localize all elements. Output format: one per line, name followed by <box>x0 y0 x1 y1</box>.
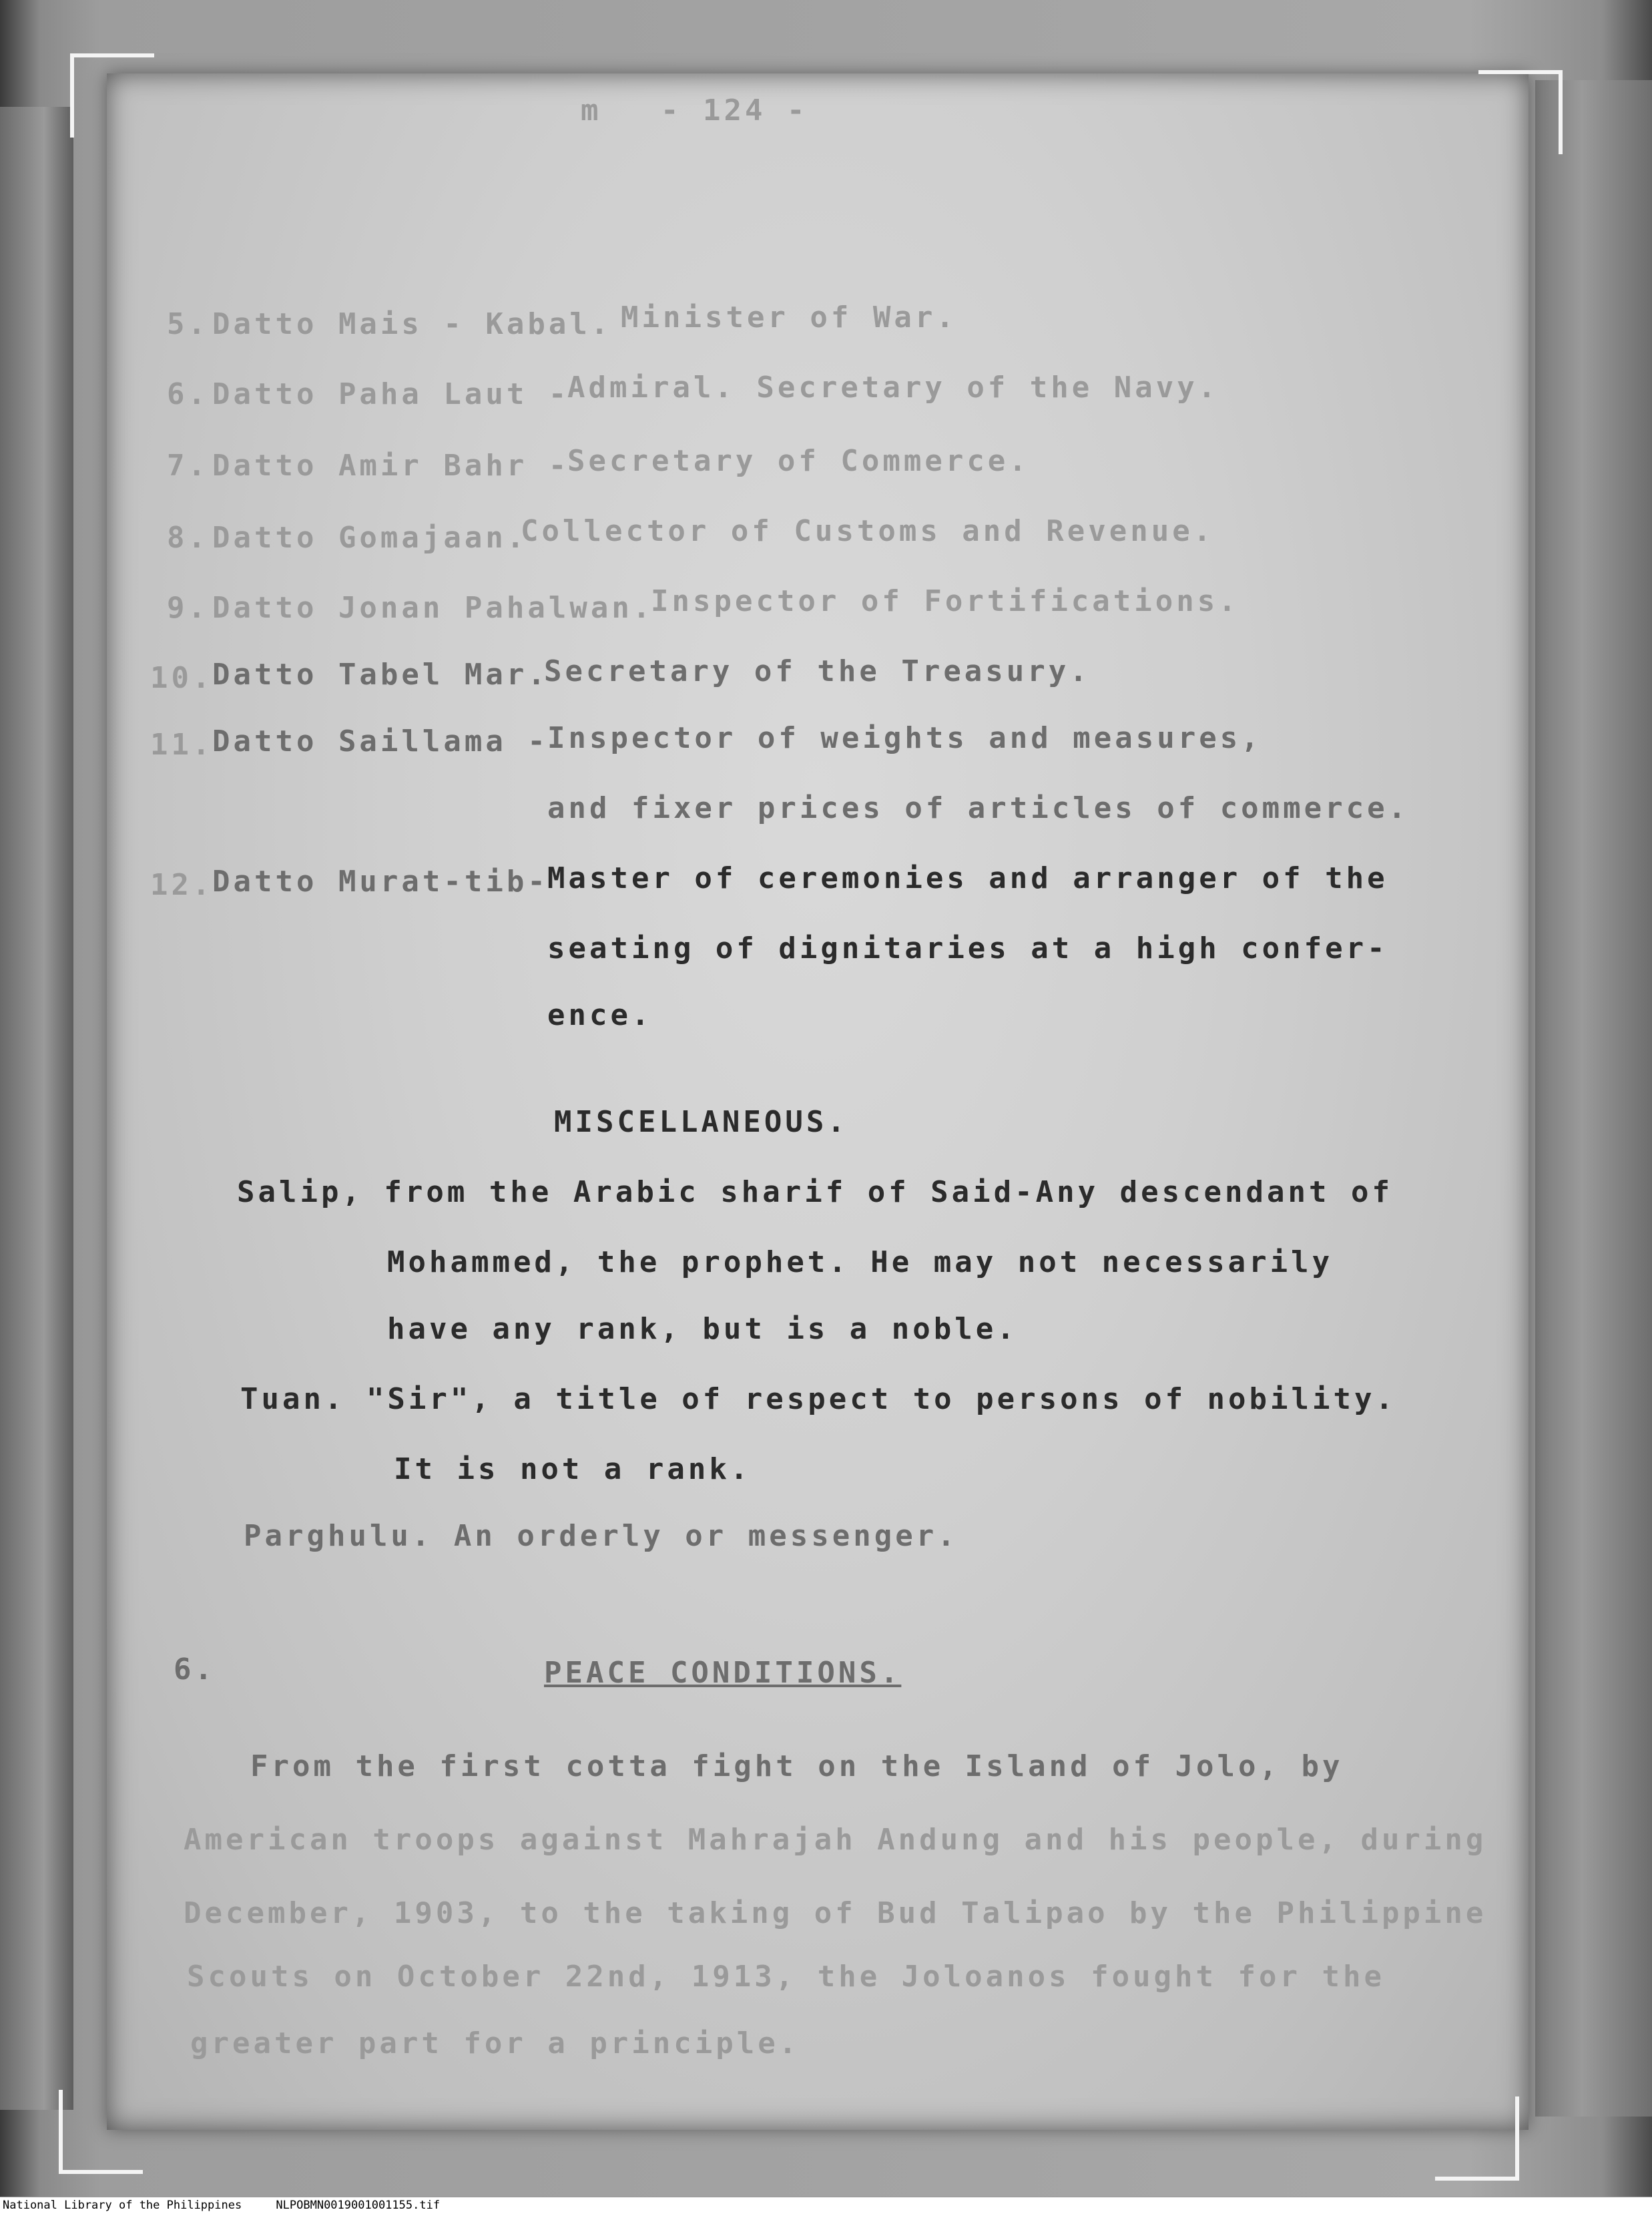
official-title-continued: and fixer prices of articles of commerce. <box>547 791 1410 825</box>
paragraph-line: From the first cotta fight on the Island of Jolo, by <box>250 1749 1344 1783</box>
footer-filename: NLPOBMN0019001001155.tif <box>276 2199 441 2212</box>
official-title-continued: ence. <box>547 998 653 1032</box>
left-page-edge <box>0 107 73 2110</box>
official-number: 6. <box>167 377 209 411</box>
paragraph-line: greater part for a principle. <box>190 2026 800 2060</box>
official-title: Secretary of the Treasury. <box>544 654 1091 688</box>
official-title: Collector of Customs and Revenue. <box>521 514 1215 548</box>
official-number: 5. <box>167 307 209 341</box>
official-title: Inspector of weights and measures, <box>547 721 1262 755</box>
misc-entry-line: It is not a rank. <box>394 1452 752 1486</box>
official-name: Datto Mais - Kabal. <box>212 307 612 341</box>
official-title: Inspector of Fortifications. <box>651 584 1240 618</box>
official-title: Admiral. Secretary of the Navy. <box>567 371 1219 405</box>
official-name: Datto Saillama - <box>212 724 549 758</box>
official-number: 9. <box>167 591 209 625</box>
footer-library: National Library of the Philippines <box>3 2199 242 2212</box>
official-title: Minister of War. <box>621 300 957 335</box>
paragraph-line: American troops against Mahrajah Andung and his people, during <box>184 1823 1487 1857</box>
section-heading-peace-conditions: PEACE CONDITIONS. <box>544 1656 902 1690</box>
official-title: Master of ceremonies and arranger of the <box>547 861 1388 895</box>
official-number: 8. <box>167 521 209 555</box>
section-number: 6. <box>174 1652 216 1687</box>
official-name: Datto Paha Laut - <box>212 377 570 411</box>
crop-mark-top-left <box>70 53 154 138</box>
page-number: - 124 - <box>661 93 808 128</box>
official-name: Datto Gomajaan. <box>212 521 528 555</box>
paragraph-line: Scouts on October 22nd, 1913, the Joloanos fought for the <box>187 1960 1385 1994</box>
page-marker: m <box>581 93 602 128</box>
misc-entry-line: Tuan. "Sir", a title of respect to persons of nobility. <box>240 1382 1396 1416</box>
official-name: Datto Tabel Mar. <box>212 658 549 692</box>
crop-mark-top-right <box>1478 70 1563 154</box>
official-number: 11. <box>150 728 214 762</box>
right-page-edge <box>1535 80 1652 2117</box>
official-number: 10. <box>150 661 214 695</box>
official-title: Secretary of Commerce. <box>567 444 1030 478</box>
crop-mark-bottom-left <box>59 2090 143 2174</box>
official-title-continued: seating of dignitaries at a high confer- <box>547 931 1388 965</box>
footer-caption <box>3 2198 440 2213</box>
paragraph-line: December, 1903, to the taking of Bud Talipao by the Philippine <box>184 1896 1487 1930</box>
official-number: 7. <box>167 449 209 483</box>
misc-entry-line: have any rank, but is a noble. <box>387 1312 1018 1346</box>
misc-entry-line: Mohammed, the prophet. He may not necessarily <box>387 1245 1334 1279</box>
misc-entry-line: Parghulu. An orderly or messenger. <box>244 1519 958 1553</box>
misc-entry-line: Salip, from the Arabic sharif of Said-Any descendant of <box>237 1175 1393 1209</box>
section-heading-miscellaneous: MISCELLANEOUS. <box>554 1105 848 1139</box>
official-name: Datto Jonan Pahalwan. <box>212 591 654 625</box>
official-name: Datto Amir Bahr - <box>212 449 570 483</box>
crop-mark-bottom-right <box>1435 2096 1519 2181</box>
official-number: 12. <box>150 868 214 902</box>
official-name: Datto Murat-tib- <box>212 865 549 899</box>
